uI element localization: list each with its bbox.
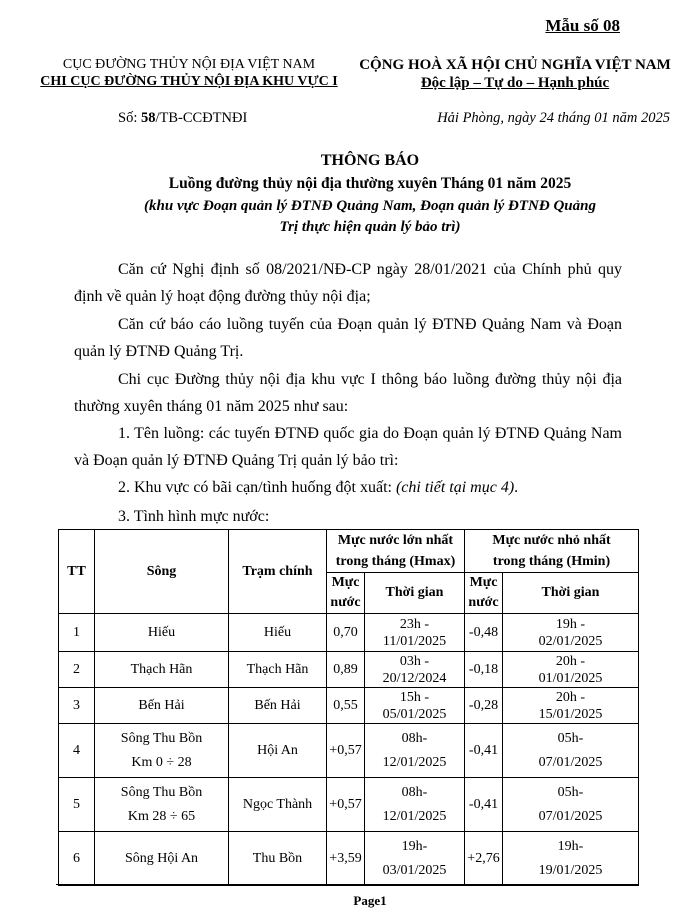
cell-max-level: +0,57 [327, 778, 365, 832]
cell-river-line1: Hiếu [147, 624, 176, 640]
notice-note-line2: Trị thực hiện quản lý bảo trì) [279, 219, 461, 235]
cell-max-level: 0,89 [327, 652, 365, 688]
cell-min-time [503, 688, 639, 724]
min-time-line2: 07/01/2025 [538, 754, 603, 770]
notice-subtitle: Luồng đường thủy nội địa thường xuyên Tháng 01 năm 2025 [168, 175, 572, 192]
header-min-level [465, 573, 503, 614]
shoal-text: 2. Khu vực có bãi cạn/tình huống đột xuất: [118, 479, 396, 496]
table-row [59, 832, 639, 886]
nation-line1: CỘNG HOÀ XÃ HỘI CHỦ NGHĨA VIỆT NAM [359, 57, 671, 73]
cell-tt: 2 [59, 652, 95, 688]
min-level-line2: nước [468, 595, 499, 610]
header-station: Trạm chính [229, 530, 327, 614]
paragraph-announcement: Chi cục Đường thủy nội địa khu vực I thông báo luồng đường thủy nội địa thường xuyên tháng 01 năm 2025 như sau: [74, 371, 622, 415]
header-hmin [465, 530, 639, 573]
min-time-line1: 20h - [555, 653, 586, 669]
shoal-end: . [514, 479, 519, 496]
shoal-reference: (chi tiết tại mục 4) [395, 479, 515, 496]
min-time-line1: 05h- [557, 730, 584, 746]
min-time-line2: 02/01/2025 [538, 633, 603, 649]
max-time-line1: 08h- [401, 730, 428, 746]
cell-min-level: -0,41 [465, 778, 503, 832]
hmax-line1: Mực nước lớn nhất [337, 533, 454, 548]
table-row [59, 724, 639, 778]
max-time-line1: 15h - [399, 689, 430, 705]
min-time-line2: 07/01/2025 [538, 808, 603, 824]
cell-min-level: -0,28 [465, 688, 503, 724]
table-row [59, 688, 639, 724]
max-time-line2: 05/01/2025 [382, 706, 447, 722]
min-time-line2: 15/01/2025 [538, 706, 603, 722]
cell-min-level: -0,41 [465, 724, 503, 778]
footer-line [56, 884, 638, 885]
cell-river-line1: Sông Thu Bồn [120, 730, 203, 746]
cell-max-time [365, 614, 465, 652]
cell-max-level: +0,57 [327, 724, 365, 778]
header-max-time: Thời gian [365, 573, 465, 614]
agency-line2: CHI CỤC ĐƯỜNG THỦY NỘI ĐỊA KHU VỰC I [40, 74, 338, 89]
hmax-line2: trong tháng (Hmax) [335, 554, 456, 569]
cell-max-time [365, 652, 465, 688]
cell-tt: 6 [59, 832, 95, 886]
header-hmax [327, 530, 465, 573]
cell-river [95, 652, 229, 688]
table-row [59, 778, 639, 832]
form-number: Mẫu số 08 [545, 16, 620, 35]
notice-note [0, 196, 680, 238]
cell-tt: 5 [59, 778, 95, 832]
doc-number-value: 58 [140, 110, 156, 126]
cell-min-time [503, 652, 639, 688]
cell-river [95, 832, 229, 886]
max-time-line2: 20/12/2024 [382, 670, 447, 686]
min-time-line1: 05h- [557, 784, 584, 800]
cell-river [95, 778, 229, 832]
notice-title: THÔNG BÁO [320, 152, 420, 169]
cell-river [95, 614, 229, 652]
max-level-line1: Mực [331, 575, 360, 590]
cell-station: Hiếu [229, 614, 327, 652]
cell-station: Thạch Hãn [229, 652, 327, 688]
min-time-line1: 20h - [555, 689, 586, 705]
cell-min-level: -0,18 [465, 652, 503, 688]
page-number: Page1 [353, 893, 387, 908]
max-time-line2: 12/01/2025 [382, 754, 447, 770]
hmin-line1: Mực nước nhỏ nhất [492, 533, 611, 548]
paragraph-route-name: 1. Tên luồng: các tuyến ĐTNĐ quốc gia do Đoạn quản lý ĐTNĐ Quảng Nam và Đoạn quản lý ĐTNĐ Quảng Trị quản lý bảo trì: [74, 425, 622, 469]
header-min-time: Thời gian [503, 573, 639, 614]
cell-tt: 1 [59, 614, 95, 652]
min-time-line2: 19/01/2025 [538, 862, 603, 878]
cell-max-time [365, 778, 465, 832]
max-time-line1: 08h- [401, 784, 428, 800]
max-time-line2: 03/01/2025 [382, 862, 447, 878]
water-level-table [58, 529, 639, 886]
max-time-line1: 23h - [399, 616, 430, 632]
table-row [59, 652, 639, 688]
cell-max-level: 0,55 [327, 688, 365, 724]
doc-number-suffix: /TB-CCĐTNĐI [155, 110, 248, 126]
document-number [118, 110, 247, 127]
header-max-level [327, 573, 365, 614]
max-time-line2: 11/01/2025 [382, 633, 447, 649]
paragraph-legal-basis: Căn cứ Nghị định số 08/2021/NĐ-CP ngày 28/01/2021 của Chính phủ quy định về quản lý hoạt động đường thủy nội địa; [74, 261, 622, 305]
cell-max-time [365, 724, 465, 778]
cell-river-line1: Sông Hội An [124, 850, 199, 866]
paragraph-water-level: 3. Tình hình mực nước: [118, 508, 270, 525]
table-row [59, 614, 639, 652]
cell-max-level: 0,70 [327, 614, 365, 652]
cell-river-line2: Km 28 ÷ 65 [127, 808, 196, 824]
cell-station: Ngọc Thành [229, 778, 327, 832]
cell-tt: 3 [59, 688, 95, 724]
min-level-line1: Mực [469, 575, 498, 590]
cell-max-level: +3,59 [327, 832, 365, 886]
paragraph-shoal-area [74, 474, 622, 501]
max-time-line1: 03h - [399, 653, 430, 669]
agency-line1: CỤC ĐƯỜNG THỦY NỘI ĐỊA VIỆT NAM [62, 57, 316, 72]
cell-min-time [503, 724, 639, 778]
cell-river-line1: Thạch Hãn [130, 661, 193, 677]
paragraph-report-basis: Căn cứ báo cáo luồng tuyến của Đoạn quản lý ĐTNĐ Quảng Nam và Đoạn quản lý ĐTNĐ Quảng Trị. [74, 316, 622, 360]
max-level-line2: nước [330, 595, 361, 610]
cell-min-time [503, 614, 639, 652]
cell-station: Hội An [229, 724, 327, 778]
cell-station: Bến Hải [229, 688, 327, 724]
max-time-line1: 19h- [401, 838, 428, 854]
cell-min-level: -0,48 [465, 614, 503, 652]
doc-number-prefix: Số: [118, 110, 141, 126]
max-time-line2: 12/01/2025 [382, 808, 447, 824]
header-tt: TT [59, 530, 95, 614]
cell-station: Thu Bồn [229, 832, 327, 886]
cell-min-level: +2,76 [465, 832, 503, 886]
notice-note-line1: (khu vực Đoạn quản lý ĐTNĐ Quảng Nam, Đoạn quản lý ĐTNĐ Quảng [144, 198, 596, 214]
min-time-line1: 19h- [557, 838, 584, 854]
cell-river [95, 688, 229, 724]
agency-header [24, 56, 354, 90]
national-motto [350, 56, 680, 92]
cell-river [95, 724, 229, 778]
cell-river-line1: Sông Thu Bồn [120, 784, 203, 800]
nation-line2: Độc lập – Tự do – Hạnh phúc [420, 75, 610, 91]
cell-river-line1: Bến Hải [138, 697, 185, 713]
cell-min-time [503, 778, 639, 832]
cell-tt: 4 [59, 724, 95, 778]
cell-min-time [503, 832, 639, 886]
cell-river-line2: Km 0 ÷ 28 [131, 754, 192, 770]
min-time-line2: 01/01/2025 [538, 670, 603, 686]
header-river: Sông [95, 530, 229, 614]
cell-max-time [365, 688, 465, 724]
min-time-line1: 19h - [555, 616, 586, 632]
place-date: Hải Phòng, ngày 24 tháng 01 năm 2025 [437, 110, 670, 126]
hmin-line2: trong tháng (Hmin) [492, 554, 611, 569]
cell-max-time [365, 832, 465, 886]
